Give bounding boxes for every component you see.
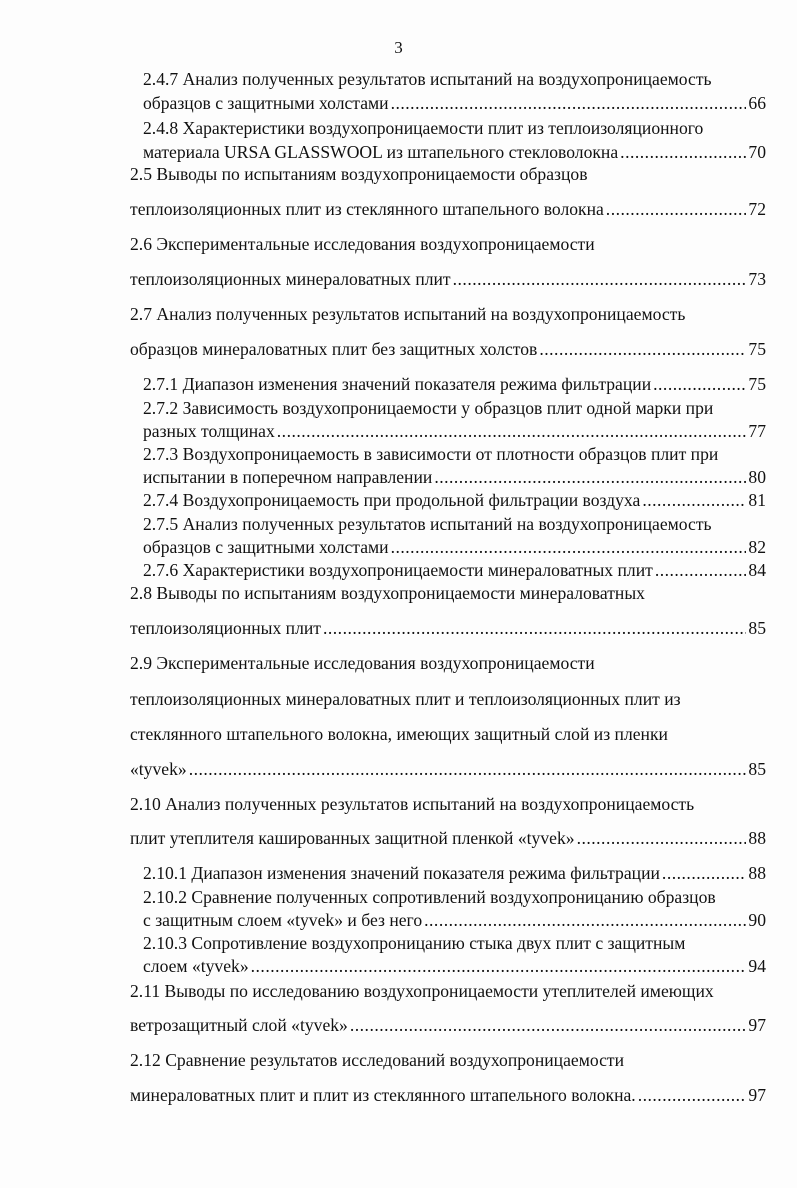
dot-leader	[391, 92, 747, 114]
toc-entry-2-4-8[interactable]	[143, 141, 766, 163]
dot-leader	[453, 268, 747, 290]
toc-entry-2-7-6[interactable]	[143, 559, 766, 581]
toc-entry-2-10[interactable]	[130, 827, 766, 849]
toc-entry-text: образцов минераловатных плит без защитных холстов	[130, 339, 538, 359]
toc-entry-2-10-2[interactable]	[143, 909, 766, 931]
toc-page-ref: 75	[748, 374, 766, 394]
toc-entry-2-7-1[interactable]	[143, 373, 766, 395]
dot-leader	[391, 536, 747, 558]
dot-leader	[189, 758, 747, 780]
toc-entry-2-7-3-title: 2.7.3 Воздухопроницаемость в зависимости от плотности образцов плит при	[143, 444, 719, 464]
toc-entry-text: испытании в поперечном направлении	[143, 467, 433, 487]
toc-entry-text: слоем «tyvek»	[143, 956, 249, 976]
toc-entry-text: образцов с защитными холстами	[143, 93, 389, 113]
toc-entry-2-12-title: 2.12 Сравнение результатов исследований воздухопроницаемости	[130, 1050, 624, 1070]
toc-entry-2-6[interactable]	[130, 268, 766, 290]
toc-page-ref: 84	[748, 560, 766, 580]
toc-page-ref: 88	[748, 863, 766, 883]
toc-entry-text: теплоизоляционных плит из стеклянного штапельного волокна	[130, 199, 604, 219]
toc-entry-text: минераловатных плит и плит из стеклянного штапельного волокна.	[130, 1085, 636, 1105]
toc-page-ref: 80	[748, 467, 766, 487]
toc-entry-text: теплоизоляционных плит	[130, 618, 321, 638]
toc-entry-text: 2.7.4 Воздухопроницаемость при продольной фильтрации воздуха	[143, 490, 641, 510]
dot-leader	[638, 1084, 747, 1106]
toc-page-ref: 88	[748, 828, 766, 848]
toc-entry-2-7-5[interactable]	[143, 536, 766, 558]
toc-entry-2-9-line3: стеклянного штапельного волокна, имеющих защитный слой из пленки	[130, 724, 668, 744]
dot-leader	[323, 617, 746, 639]
toc-entry-2-10-1[interactable]	[143, 862, 766, 884]
toc-entry-2-9-title: 2.9 Экспериментальные исследования воздухопроницаемости	[130, 653, 595, 673]
dot-leader	[251, 955, 747, 977]
toc-entry-2-7-3[interactable]	[143, 466, 766, 488]
toc-page-ref: 66	[748, 93, 766, 113]
toc-entry-text: разных толщинах	[143, 421, 275, 441]
toc-entry-text: с защитным слоем «tyvek» и без него	[143, 910, 423, 930]
toc-entry-2-4-8-title: 2.4.8 Характеристики воздухопроницаемости плит из теплоизоляционного	[143, 118, 704, 138]
toc-entry-2-4-7[interactable]	[143, 92, 766, 114]
toc-entry-2-5[interactable]	[130, 198, 766, 220]
toc-entry-text: теплоизоляционных минераловатных плит	[130, 269, 451, 289]
toc-entry-2-7-2[interactable]	[143, 420, 766, 442]
dot-leader	[577, 827, 747, 849]
toc-page-ref: 73	[748, 269, 766, 289]
toc-page-ref: 97	[748, 1085, 766, 1105]
toc-entry-2-8[interactable]	[130, 617, 766, 639]
toc-entry-2-7-4[interactable]	[143, 489, 766, 511]
toc-entry-2-7-2-title: 2.7.2 Зависимость воздухопроницаемости у образцов плит одной марки при	[143, 398, 714, 418]
toc-page-ref: 81	[748, 490, 766, 510]
toc-entry-2-6-title: 2.6 Экспериментальные исследования воздухопроницаемости	[130, 234, 595, 254]
toc-page-ref: 85	[748, 618, 766, 638]
toc-entry-2-8-title: 2.8 Выводы по испытаниям воздухопроницаемости минераловатных	[130, 583, 645, 603]
dot-leader	[606, 198, 747, 220]
toc-page-ref: 77	[748, 421, 766, 441]
toc-page-ref: 75	[748, 339, 766, 359]
toc-entry-text: ветрозащитный слой «tyvek»	[130, 1015, 348, 1035]
toc-entry-2-5-title: 2.5 Выводы по испытаниям воздухопроницаемости образцов	[130, 164, 588, 184]
toc-page-ref: 90	[748, 910, 766, 930]
toc-entry-2-9[interactable]	[130, 758, 766, 780]
toc-page-ref: 72	[748, 199, 766, 219]
toc-page-ref: 82	[748, 537, 766, 557]
toc-entry-text: 2.10.1 Диапазон изменения значений показателя режима фильтрации	[143, 863, 660, 883]
dot-leader	[653, 373, 746, 395]
toc-page-ref: 94	[748, 956, 766, 976]
toc-entry-2-7-5-title: 2.7.5 Анализ полученных результатов испытаний на воздухопроницаемость	[143, 514, 712, 534]
toc-entry-2-9-line2: теплоизоляционных минераловатных плит и теплоизоляционных плит из	[130, 689, 681, 709]
toc-entry-text: плит утеплителя кашированных защитной пленкой «tyvek»	[130, 828, 575, 848]
toc-entry-2-10-2-title: 2.10.2 Сравнение полученных сопротивлений воздухопроницанию образцов	[143, 887, 716, 907]
dot-leader	[424, 909, 746, 931]
toc-entry-text: образцов с защитными холстами	[143, 537, 389, 557]
toc-entry-2-10-3-title: 2.10.3 Сопротивление воздухопроницанию стыка двух плит с защитным	[143, 933, 686, 953]
toc-entry-text: «tyvek»	[130, 759, 187, 779]
toc-entry-2-10-3[interactable]	[143, 955, 766, 977]
toc-entry-2-10-title: 2.10 Анализ полученных результатов испытаний на воздухопроницаемость	[130, 794, 695, 814]
toc-page-ref: 97	[748, 1015, 766, 1035]
toc-entry-text: материала URSA GLASSWOOL из штапельного стекловолокна	[143, 142, 619, 162]
toc-entry-2-7[interactable]	[130, 338, 766, 360]
toc-entry-2-11[interactable]	[130, 1014, 766, 1036]
dot-leader	[620, 141, 746, 163]
toc-entry-2-12[interactable]	[130, 1084, 766, 1106]
dot-leader	[662, 862, 746, 884]
dot-leader	[539, 338, 746, 360]
toc-entry-text: 2.7.1 Диапазон изменения значений показателя режима фильтрации	[143, 374, 652, 394]
page-number: 3	[394, 38, 403, 57]
dot-leader	[642, 489, 746, 511]
toc-page-ref: 70	[748, 142, 766, 162]
dot-leader	[434, 466, 746, 488]
dot-leader	[350, 1014, 747, 1036]
toc-entry-text: 2.7.6 Характеристики воздухопроницаемости минераловатных плит	[143, 560, 653, 580]
dot-leader	[655, 559, 747, 581]
toc-entry-2-4-7-title: 2.4.7 Анализ полученных результатов испытаний на воздухопроницаемость	[143, 69, 712, 89]
toc-entry-2-11-title: 2.11 Выводы по исследованию воздухопроницаемости утеплителей имеющих	[130, 981, 714, 1001]
toc-entry-2-7-title: 2.7 Анализ полученных результатов испытаний на воздухопроницаемость	[130, 304, 686, 324]
toc-page-ref: 85	[748, 759, 766, 779]
dot-leader	[277, 420, 747, 442]
